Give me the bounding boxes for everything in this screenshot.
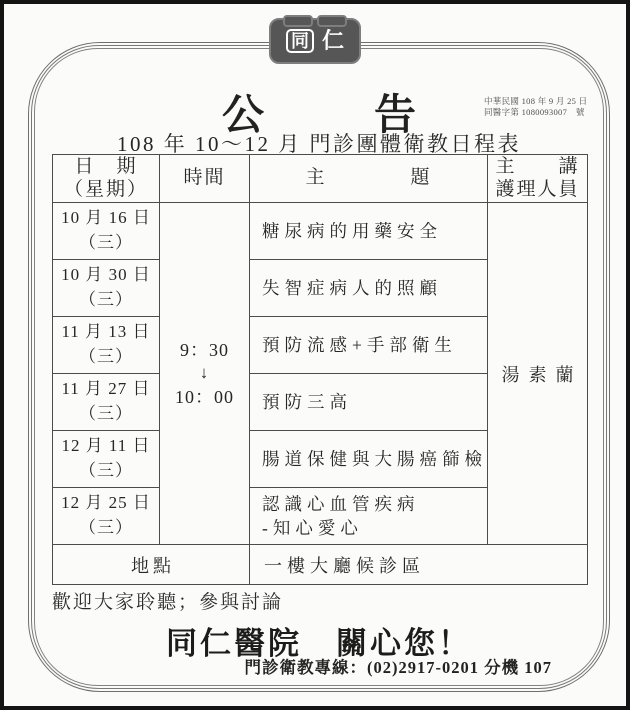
schedule-table — [52, 154, 588, 585]
hospital-logo-badge — [4, 18, 626, 64]
session-topic: 預防三高 — [250, 374, 488, 431]
document-reference — [484, 96, 604, 119]
col-header-date: 日 期 （星期） — [53, 155, 160, 203]
session-date: 11 月 13 日 （三） — [53, 317, 160, 374]
table-header-row — [53, 155, 588, 203]
session-date: 11 月 27 日 （三） — [53, 374, 160, 431]
logo-char-ren: 仁 — [321, 28, 344, 53]
location-row — [53, 545, 588, 585]
table-row — [53, 203, 588, 260]
schedule-subtitle: 108 年 10～12 月 門診團體衛教日程表 — [117, 132, 521, 156]
session-topic: 糖尿病的用藥安全 — [250, 203, 488, 260]
col-header-time: 時間 — [160, 155, 250, 203]
session-date: 12 月 11 日 （三） — [53, 431, 160, 488]
down-arrow-icon: ↓ — [199, 363, 210, 383]
hospital-slogan: 同仁醫院 關心您！ — [166, 626, 472, 661]
col-header-speaker: 主 講 護理人員 — [488, 155, 588, 203]
welcome-note: 歡迎大家聆聽；參與討論 — [52, 592, 284, 613]
announcement-content — [4, 4, 630, 710]
reference-number: 同醫字第 1080093007 號 — [484, 107, 585, 118]
session-date: 12 月 25 日 （三） — [53, 488, 160, 545]
session-date: 10 月 30 日 （三） — [53, 260, 160, 317]
session-topic: 預防流感+手部衛生 — [250, 317, 488, 374]
tongren-logo — [269, 18, 361, 64]
location-label: 地點 — [53, 545, 250, 585]
session-topic: 認識心血管疾病 -知心愛心 — [250, 488, 488, 545]
session-topic: 腸道保健與大腸癌篩檢 — [250, 431, 488, 488]
hotline-phone: 門診衛教專線：(02)2917-0201 分機 107 — [244, 658, 552, 677]
session-date: 10 月 16 日 （三） — [53, 203, 160, 260]
session-time: 9：30 ↓ 10：00 — [160, 203, 250, 545]
page-title: 公 告 — [221, 93, 450, 139]
location-value: 一樓大廳候診區 — [250, 545, 588, 585]
session-topic: 失智症病人的照顧 — [250, 260, 488, 317]
logo-char-tong: 同 — [286, 29, 314, 53]
col-header-topic: 主 題 — [250, 155, 488, 203]
reference-date: 中華民國 108 年 9 月 25 日 — [484, 96, 588, 106]
speaker-name: 湯素蘭 — [488, 203, 588, 545]
